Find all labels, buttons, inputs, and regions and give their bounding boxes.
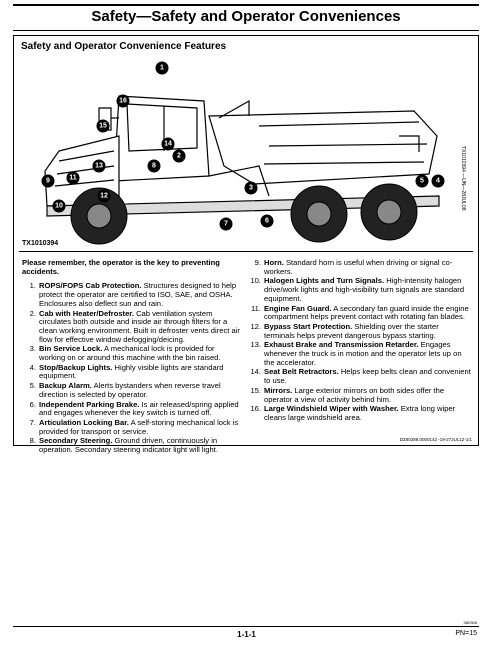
callout-12: 12 — [100, 192, 108, 200]
intro-text: Please remember, the operator is the key to preventing accidents. — [22, 258, 220, 276]
right-column — [247, 259, 471, 424]
item-number: 1. — [29, 281, 36, 291]
item-term: Horn. — [264, 258, 284, 267]
callout-1: 1 — [160, 64, 164, 72]
item-number: 13. — [250, 340, 261, 350]
item-number: 8. — [29, 436, 36, 446]
list-item — [22, 310, 240, 345]
reference-code: DZ80289,0000142 -19-27JUL12-1/1 — [399, 437, 472, 442]
list-item — [22, 401, 240, 418]
item-text: A self-storing mechanical lock is provided for transport or service. — [39, 417, 239, 436]
figure-divider — [19, 251, 473, 252]
item-number: 7. — [29, 417, 36, 427]
item-text: Cab ventilation system circulates both outside and inside air through filters for a clean working environment. Built in defroster vents direct air flow for effective window defogging/deicing. — [39, 308, 240, 344]
list-item — [247, 305, 471, 322]
item-number: 9. — [254, 258, 261, 267]
list-item — [247, 341, 471, 367]
list-item — [22, 382, 240, 399]
callout-5: 5 — [420, 177, 424, 185]
item-text: Ground driven, continuously in operation. Secondary steering indicator light will light. — [39, 436, 218, 455]
item-number: 6. — [29, 399, 36, 409]
item-text: Extra long wiper cleans large windshield area. — [264, 404, 456, 422]
item-number: 12. — [250, 321, 261, 331]
item-text: A mechanical lock is provided for working on or around this machine with the bin raised. — [39, 344, 221, 363]
item-text: Engages whenever the truck is in motion and the operator lets up on the accelerator. — [264, 340, 462, 367]
item-term: Halogen Lights and Turn Signals. — [264, 276, 385, 286]
item-term: Engine Fan Guard. — [264, 303, 332, 313]
callout-11: 11 — [69, 174, 77, 182]
feature-list-right — [247, 259, 471, 423]
callout-6: 6 — [265, 217, 269, 225]
content-box — [13, 35, 479, 455]
list-item — [247, 277, 471, 303]
callout-14: 14 — [164, 140, 172, 148]
item-text: High-intensity halogen drive/work lights and high-visibility turn signals are standard equipment. — [264, 276, 465, 303]
callout-2: 2 — [177, 152, 181, 160]
page-title: Safety—Safety and Operator Conveniences — [91, 8, 401, 25]
item-number: 14. — [250, 367, 261, 377]
item-term: Mirrors. — [264, 385, 293, 395]
callout-13: 13 — [95, 162, 103, 170]
list-item — [247, 368, 471, 385]
item-term: Exhaust Brake and Transmission Retarder. — [264, 340, 419, 350]
item-text: Standard horn is useful when driving or signal co-workers. — [264, 258, 453, 276]
item-term: Bin Service Lock. — [39, 344, 103, 354]
list-item — [247, 387, 471, 404]
list-item — [22, 419, 240, 436]
callout-10: 10 — [55, 202, 63, 210]
item-term: Bypass Start Protection. — [264, 321, 353, 331]
item-text: A secondary fan guard inside the engine compartment helps prevent contact with rotating fan blades. — [264, 303, 469, 322]
item-number: 3. — [29, 344, 36, 354]
callout-9: 9 — [46, 177, 50, 185]
item-term: Seat Belt Retractors. — [264, 367, 339, 377]
item-text: Structures designed to help protect the operator are certified to ISO, SAE, and OSHA. Enclosures also deflect sun and rain. — [39, 281, 237, 308]
list-item — [22, 282, 240, 308]
callout-8: 8 — [152, 162, 156, 170]
item-number: 2. — [29, 308, 36, 318]
item-number: 10. — [250, 276, 261, 286]
feature-list-left — [22, 282, 240, 454]
list-item — [247, 405, 471, 422]
item-text: Highly visible lights are standard equipment. — [39, 362, 224, 381]
top-rule — [13, 4, 479, 6]
item-term: Independent Parking Brake. — [39, 399, 140, 409]
footer-rule — [13, 626, 479, 627]
page-number: 1-1-1 — [237, 630, 256, 639]
item-term: Secondary Steering. — [39, 436, 113, 446]
callout-16: 16 — [119, 97, 127, 105]
item-number: 11. — [251, 303, 261, 313]
left-column — [22, 259, 240, 456]
box-heading: Safety and Operator Convenience Features — [21, 41, 227, 52]
item-term: Cab with Heater/Defroster. — [39, 308, 134, 318]
item-text: Helps keep belts clean and convenient to use. — [264, 367, 471, 386]
item-number: 15. — [250, 385, 261, 395]
item-number: 5. — [29, 381, 36, 391]
pn-number: PN=15 — [455, 630, 477, 637]
list-item — [22, 345, 240, 362]
item-text: Alerts bystanders when reverse travel direction is selected by operator. — [39, 381, 221, 399]
item-term: ROPS/FOPS Cab Protection. — [39, 281, 142, 291]
footer-code: 080306 — [463, 620, 477, 625]
item-term: Large Windshield Wiper with Washer. — [264, 404, 399, 414]
item-term: Stop/Backup Lights. — [39, 362, 113, 372]
list-item — [22, 437, 240, 454]
list-item — [247, 323, 471, 340]
item-number: 4. — [29, 362, 36, 372]
callout-3: 3 — [249, 184, 253, 192]
item-number: 16. — [250, 404, 261, 414]
item-text: Is air released/spring applied and engages whenever the key switch is turned off. — [39, 399, 239, 418]
title-rule — [13, 30, 479, 31]
figure-side-code: TX1010394 —UN—28JUL08 — [460, 146, 466, 211]
list-item — [22, 364, 240, 381]
callout-7: 7 — [224, 220, 228, 228]
list-item — [247, 259, 471, 276]
item-term: Articulation Locking Bar. — [39, 417, 129, 427]
dump-truck-illustration — [19, 56, 459, 246]
callout-15: 15 — [99, 122, 107, 130]
figure-label: TX1010394 — [22, 240, 59, 247]
item-text: Shielding over the starter terminals helps prevent dangerous bypass starting. — [264, 321, 439, 340]
item-term: Backup Alarm. — [39, 381, 92, 391]
item-text: Large exterior mirrors on both sides offer the operator a view of activity behind him. — [264, 385, 445, 404]
callout-4: 4 — [436, 177, 440, 185]
